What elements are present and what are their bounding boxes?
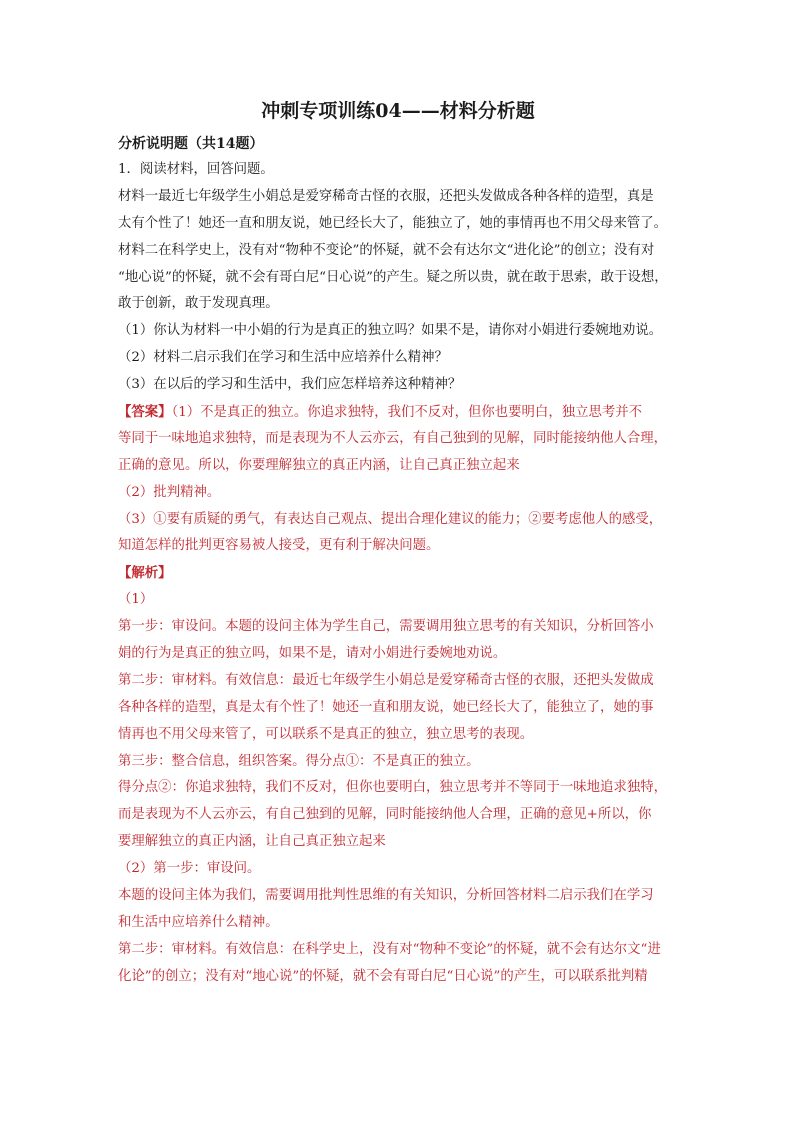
document-title: 冲刺专项训练04——材料分析题 [261,100,535,122]
analysis-line: 而是表现为不人云亦云，有自己独到的见解，同时能接纳他人合理，正确的意见+所以，你 [118,807,652,823]
answer-line: （2）批判精神。 [118,484,221,500]
analysis-line: 各种各样的造型，真是太有个性了！她还一直和朋友说，她已经长大了，能独立了，她的事 [118,699,654,715]
answer-line: 等同于一味地追求独特，而是表现为不人云亦云，有自己独到的见解，同时能接纳他人合理， [118,430,668,446]
analysis-line: 第二步：审材料。有效信息：在科学史上，没有对“物种不变论”的怀疑，就不会有达尔文“进 [118,941,661,957]
analysis-line: 情再也不用父母来管了，可以联系不是真正的独立，独立思考的表现。 [118,726,534,742]
answer-tag: 【答案】 [118,404,172,421]
analysis-line: 第三步：整合信息，组织答案。得分点①：不是真正的独立。 [118,753,480,769]
answer-line: 正确的意见。所以，你要理解独立的真正内涵，让自己真正独立起来 [118,457,520,473]
analysis-line: 第二步：审材料。有效信息：最近七年级学生小娟总是爱穿稀奇古怪的衣服，还把头发做成 [118,672,654,688]
analysis-line: （2）第一步：审设问。 [118,861,261,877]
analysis-line: 娟的行为是真正的独立吗，如果不是，请对小娟进行委婉地劝说。 [118,646,507,662]
section-heading: 分析说明题（共14题） [118,136,264,152]
analysis-line: 得分点②：你追求独特，我们不反对，但你也要明白，独立思考并不等同于一味地追求独特， [118,780,668,796]
analysis-tag: 【解析】 [118,565,172,582]
sub-question-2: （2）材料二启示我们在学习和生活中应培养什么精神？ [118,350,448,366]
analysis-line: 和生活中应培养什么精神。 [118,914,279,930]
material-block [118,184,678,318]
sub-questions [118,318,678,399]
material-line: 材料二在科学史上，没有对“物种不变论”的怀疑，就不会有达尔文“进化论”的创立；没有对 [118,242,655,258]
answer-line: （3）①要有质疑的勇气，有表达自己观点、提出合理化建议的能力；②要考虑他人的感受， [118,511,663,527]
analysis-line: （1） [118,592,154,608]
question-title: 1．阅读材料，回答问题。 [118,162,274,177]
analysis-line: 第一步：审设问。本题的设问主体为学生自己，需要调用独立思考的有关知识，分析回答小 [118,619,654,635]
analysis-line: 本题的设问主体为我们，需要调用批判性思维的有关知识，分析回答材料二启示我们在学习 [118,888,654,904]
material-line: “地心说”的怀疑，就不会有哥白尼“日心说”的产生。疑之所以贵，就在敢于思索，敢于设想， [118,269,668,285]
answer-line1: （1）不是真正的独立。你追求独特，我们不反对，但你也要明白，独立思考并不 [171,405,643,421]
material-line: 敢于创新，敢于发现真理。 [118,296,279,312]
answer-block [118,399,678,560]
analysis-line: 要理解独立的真正内涵，让自己真正独立起来 [118,834,386,850]
sub-question-3: （3）在以后的学习和生活中，我们应怎样培养这种精神？ [118,377,462,393]
material-line: 材料一最近七年级学生小娟总是爱穿稀奇古怪的衣服，还把头发做成各种各样的造型，真是 [118,188,654,204]
document-page [118,96,678,991]
answer-line: 知道怎样的批判更容易被人接受，更有利于解决问题。 [118,538,440,554]
analysis-block [118,560,678,990]
material-line: 太有个性了！她还一直和朋友说，她已经长大了，能独立了，她的事情再也不用父母来管了。 [118,215,668,231]
answer-line [118,399,678,426]
analysis-line: 化论”的创立；没有对“地心说”的怀疑，就不会有哥白尼“日心说”的产生，可以联系批判精 [118,968,648,984]
sub-question-1: （1）你认为材料一中小娟的行为是真正的独立吗？如果不是，请你对小娟进行委婉地劝说。 [118,323,663,339]
